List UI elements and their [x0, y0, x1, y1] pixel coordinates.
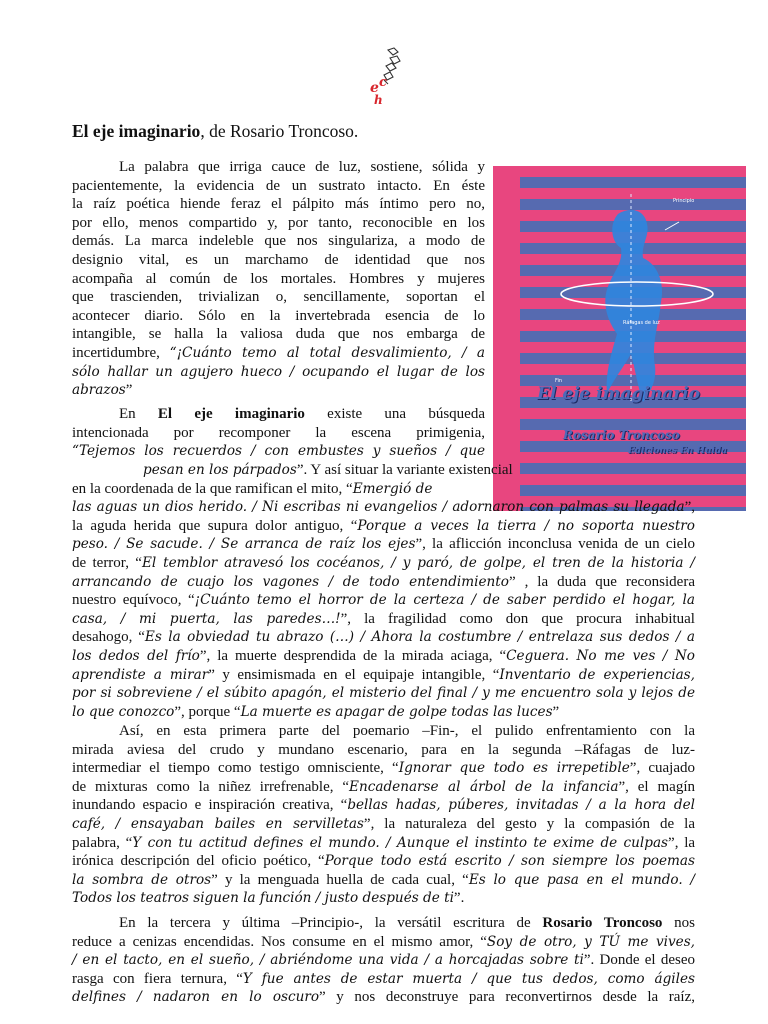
paragraph-2b: pesan en los párpados”. Y así situar la variante existencial en la coordenada de la que ramifican el mito, “Emergió de las aguas un dios herido. / Ni escribas ni evangelios / adornaron con palmas su llegada”, la aguda herida que supura dolor antiguo, “Porque a veces la tierra / no soporta nuestro peso. / Se sacude. / Se arranca de raíz los ejes”, la aflicción inconclusa venida de un cielo de terror, “El temblor atravesó los cocéanos, / y paró, de golpe, el tren de la historia / arrancando de cuajo los vagones / de todo entendimiento” , la duda que reconsidera nuestro equívoco, “¡Cuánto temo el horror de la certeza / de saber perdido el hogar, la casa, / mi puerta, las paredes…!”, la fragilidad como don que procura inhabitual desahogo, “Es la obviedad tu abrazo (…) / Ahora la costumbre / entrelaza sus dedos / a los dedos del frío”, la muerte desprendida de la mirada aciaga, “Ceguera. No me ves / No aprendiste a mirar” y ensimismada en el equipaje intangible, “Inventario de experiencias, por si sobreviene / el súbito apagón, el misterio del final / y me encuentro sola y lejos de lo que conozco”, porque “La muerte es apagar de golpe todas las luces”: [72, 462, 695, 720]
paragraph-1: La palabra que irriga cauce de luz, sostiene, sólida y pacientemente, la evidencia de un sustrato intacto. En éste la raíz poética hiende feraz el pálpito más íntimo pero no, por ello, menos compartido y, por tanto, reconocible en los demás. La marca indeleble que nos singulariza, a modo de designio vital, es un marchamo de identidad que nos acompaña al común de los mortales. Hombres y mujeres que trascienden, trivializan o, sencillamente, soportan el acontecer diario. Sólo en la invertebrada esencia de lo intangible, se halla la valiosa duda que nos embarga de incertidumbre, “¡Cuánto temo al total desvalimiento, / a sólo hallar un agujero hueco / ocupando el lugar de los abrazos”: [72, 159, 485, 399]
paragraph-2a: En El eje imaginario existe una búsqueda intencionada por recomponer la escena primigenia, “Tejemos los recuerdos / con embustes y sueños / que: [72, 406, 485, 460]
cover-edge: [493, 166, 520, 511]
svg-text:Ráfagas de luz: Ráfagas de luz: [623, 320, 660, 326]
cover-publisher: Ediciones En Huida: [628, 446, 728, 456]
publisher-logo: [366, 44, 406, 116]
book-cover: [493, 166, 746, 511]
cover-author: Rosario Troncoso: [563, 428, 680, 442]
svg-text:h: h: [374, 93, 383, 107]
paragraph-3: Así, en esta primera parte del poemario –Fin-, el pulido enfrentamiento con la mirada aviesa del crudo y mundano escenario, para en la segunda –Ráfagas de luz- intermediar el tiempo como testigo omnisciente, “Ignorar que todo es irrepetible”, cuajado de mixturas como la niñez irrefrenable, “Encadenarse al árbol de la infancia”, el magín inundando espacio e inspiración creativa, “bellas hadas, púberes, invitadas / a la hora del café, / ensayaban bailes en servilletas”, la naturaleza del gesto y la compasión de la palabra, “Y con tu actitud defines el mundo. / Aunque el instinto te exime de culpas”, la irónica descripción del oficio poético, “Porque todo está escrito / son siempre los poemas la sombra de otros” y la menguada huella de cada cual, “Es lo que pasa en el mundo. / Todos los teatros siguen la función / justo después de ti”.: [72, 723, 696, 907]
paragraph-4: En la tercera y última –Principio-, la versátil escritura de Rosario Troncoso nos reduce a cenizas encendidas. Nos consume en el mismo amor, “Soy de otro, y TÚ me vives, / en el tacto, en el sueño, / abriéndome una vida / a horcajadas sobre ti”. Donde el deseo rasga con fiera ternura, “Y fue antes de estar muerta / que tus dedos, como ágiles delfines / nadaron en lo oscuro” y nos deconstruye para reconvertirnos desde la raíz,: [72, 915, 696, 1006]
svg-text:e: e: [370, 80, 379, 96]
svg-text:Fin: Fin: [555, 378, 563, 384]
svg-text:c: c: [379, 75, 387, 90]
page-title: El eje imaginario, de Rosario Troncoso.: [72, 121, 359, 141]
svg-text:Principio: Principio: [673, 198, 695, 204]
cover-figure: [553, 184, 723, 414]
cover-title: El eje imaginario: [537, 384, 700, 404]
